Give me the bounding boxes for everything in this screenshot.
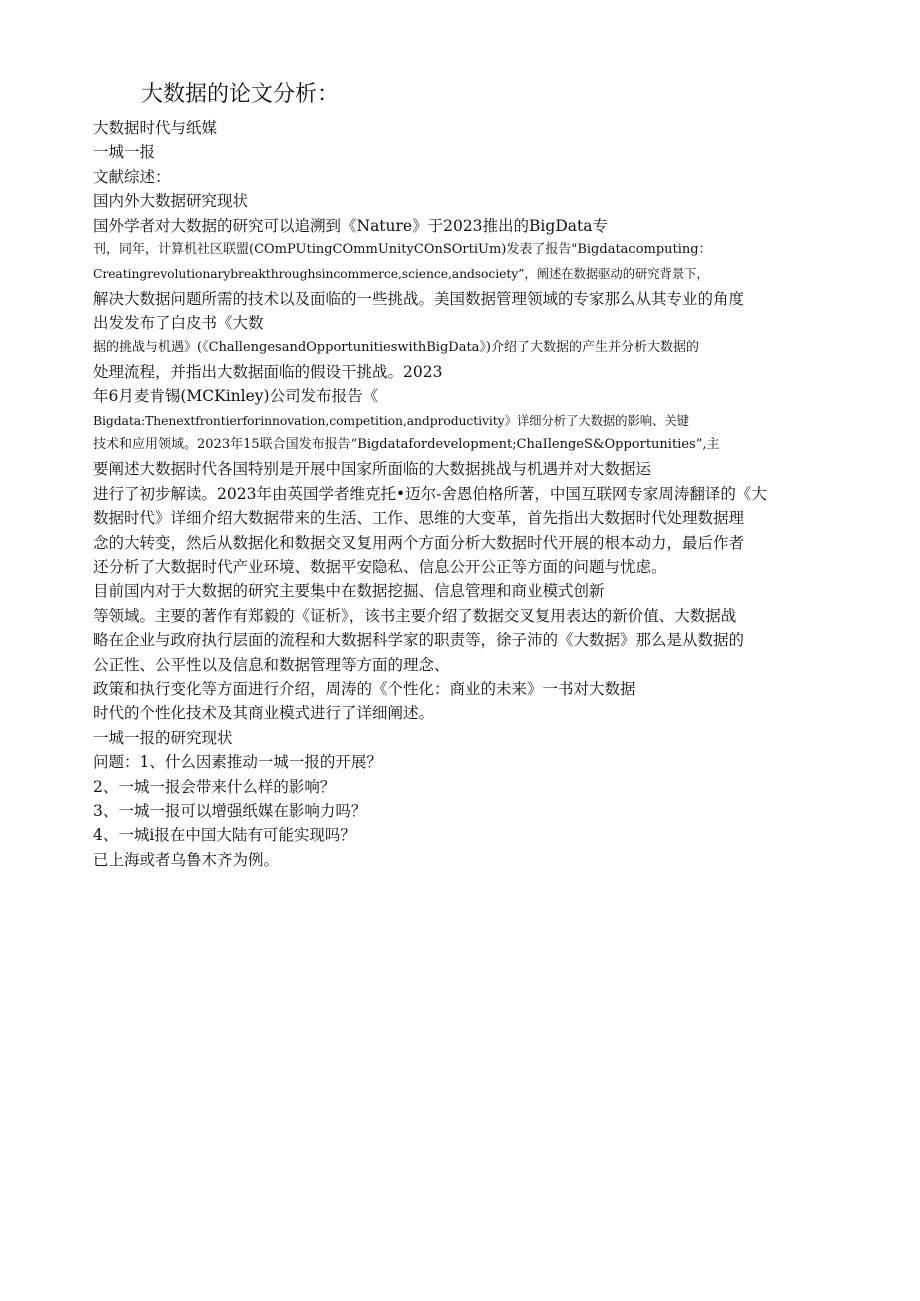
paragraph-line: 年6月麦肯锡(MCKinley)公司发布报告《 [93, 387, 379, 406]
paragraph-line: 念的大转变，然后从数据化和数据交叉复用两个方面分析大数据时代开展的根本动力，最后作者 [93, 533, 745, 552]
paragraph-line: 等领域。主要的著作有郑毅的《证析》，该书主要介绍了数据交叉复用表达的新价值、大数据战 [93, 606, 737, 625]
paragraph-line: Bigdata:Thenextfrontierforinnovation,competition,andproductivity》详细分析了大数据的影响、关键 [93, 412, 689, 428]
question-item: 问题：1、什么因素推动一城一报的开展？ [93, 753, 382, 772]
paragraph-line: 已上海或者乌鲁木齐为例。 [93, 850, 280, 869]
paragraph-line: 大数据时代与纸媒 [93, 119, 218, 137]
paragraph-line: 国外学者对大数据的研究可以追溯到《Nature》于2023推出的BigData专 [93, 216, 608, 235]
document-body [93, 116, 833, 872]
paragraph-line: 刊，同年，计算机社区联盟(COmPUtingCOmmUnityCOnSOrtiUm)发表了报告"Bigdatacomputing： [93, 241, 712, 257]
section-heading: 一城一报的研究现状 [93, 728, 233, 747]
paragraph-line: 还分析了大数据时代产业环境、数据平安隐私、信息公开公正等方面的问题与忧虑。 [93, 558, 667, 577]
paragraph-line: 数据时代》详细介绍大数据带来的生活、工作、思维的大变革，首先指出大数据时代处理数据理 [93, 509, 745, 528]
page-title: 大数据的论文分析： [141, 82, 340, 107]
paragraph-line: 政策和执行变化等方面进行介绍，周涛的《个性化：商业的未来》一书对大数据 [93, 679, 636, 698]
paragraph-line: 解决大数据问题所需的技术以及面临的一些挑战。美国数据管理领域的专家那么从其专业的角度 [93, 289, 745, 308]
question-item: 4、一城i报在中国大陆有可能实现吗？ [93, 826, 356, 845]
paragraph-line: 一城一报 [93, 143, 156, 162]
paragraph-line: 进行了初步解读。2023年由英国学者维克托•迈尔-舍恩伯格所著，中国互联网专家周涛翻译的《大 [93, 484, 767, 503]
paragraph-line: 时代的个性化技术及其商业模式进行了详细阐述。 [93, 704, 435, 723]
section-heading: 国内外大数据研究现状 [93, 192, 249, 211]
paragraph-line: 文献综述： [93, 167, 171, 186]
paragraph-line: 据的挑战与机遇》(《ChallengesandOpportunitieswithBigData》)介绍了大数据的产生并分析大数据的 [93, 339, 700, 355]
question-item: 3、一城一报可以增强纸媒在影响力吗？ [93, 801, 367, 820]
paragraph-line: 略在企业与政府执行层面的流程和大数据科学家的职责等，徐子沛的《大数据》那么是从数据的 [93, 631, 745, 650]
paragraph-line: 公正性、公平性以及信息和数据管理等方面的理念、 [93, 655, 450, 674]
paragraph-line: 处理流程，并指出大数据面临的假设干挑战。2023 [93, 362, 443, 381]
question-item: 2、一城一报会带来什么样的影响？ [93, 777, 336, 796]
paragraph-line: 要阐述大数据时代各国特别是开展中国家所面临的大数据挑战与机遇并对大数据运 [93, 460, 652, 479]
paragraph-line: Creatingrevolutionarybreakthroughsincommerce,science,andsociety”，阐述在数据驱动的研究背景下， [93, 266, 709, 282]
paragraph-line: 出发发布了白皮书《大数 [93, 314, 264, 333]
paragraph-line: 目前国内对于大数据的研究主要集中在数据挖掘、信息管理和商业模式创新 [93, 582, 605, 601]
paragraph-line: 技术和应用领域。2023年15联合国发布报告“Bigdatafordevelopment;ChaIlengeS&Opportunities”,主 [93, 437, 720, 453]
